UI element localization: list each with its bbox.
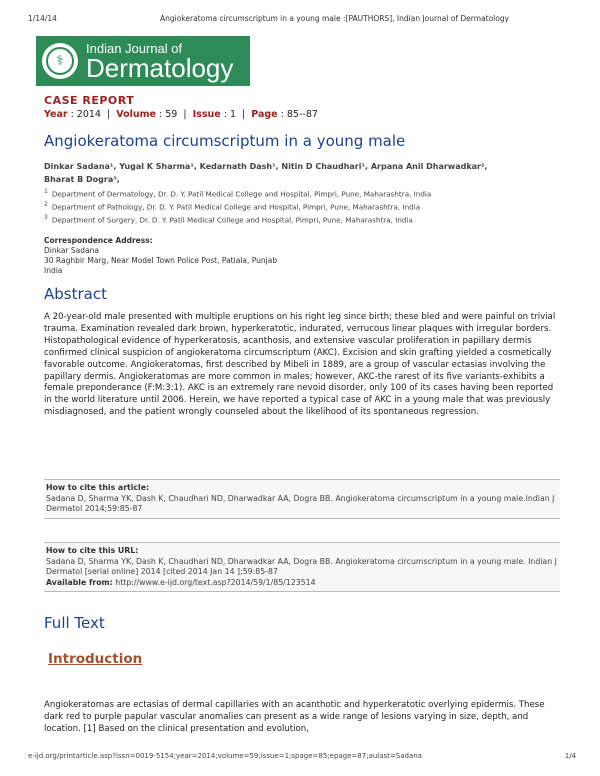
article-type: CASE REPORT (44, 94, 135, 107)
abstract-text: A 20-year-old male presented with multiple eruptions on his right leg since birth; these bled and were painful on trivial trauma. Examination revealed dark brown, hyperkeratotic, indurated, verrucous linear plaques with irregular borders. Histopathological evidence of hyperkeratosis, acanthosis, and extensive vascular proliferation in papillary dermis confirmed clinical suspicion of angiokeratoma circumscriptum (AKC). Excision and skin grafting yielded a cosmetically favorable outcome. Angiokeratomas, first described by Mibeli in 1889, are a group of vascular ectasias involving the papillary dermis. Angiokeratomas are more common in males; however, AKC-the rarest of its five variants-exhibits a female preponderance (F:M:3:1). AKC is an extremely rare nevoid disorder, only 100 of its cases having been reported in the world literature until 2006. Herein, we have reported a typical case of AKC in a young male that was previously misdiagnosed, and the patient wrongly counseled about the likelihood of its spontaneous regression. (44, 312, 556, 418)
journal-logo[interactable] (36, 36, 250, 86)
article-url-link[interactable]: http://www.e-ijd.org/text.asp?2014/59/1/85/123514 (115, 577, 316, 587)
print-title: Angiokeratoma circumscriptum in a young male :[PAUTHORS], Indian Journal of Dermatology (160, 14, 510, 23)
author-list[interactable] (44, 160, 564, 186)
page-number: 1/4 (564, 752, 576, 760)
logo-line1: Indian Journal of (86, 40, 183, 56)
introduction-heading: Introduction (48, 651, 143, 667)
affiliation-1: $^1$ Department of Dermatology, Dr. D. Y. Patil Medical College and Hospital, Pimpri, Pune, Maharashtra, India (44, 188, 432, 199)
cite-url-box: How to cite this URL: Sadana D, Sharma YK, Dash K, Chaudhari ND, Dharwadkar AA, Dogra BB. Angiokeratoma circumscriptum in a young male. Indian J Dermatol [serial online] 2014 [cited 2014 Jan 14 ];59:85-87 Available from: http://www.e-ijd.org/text.asp?2014/59/1/85/123514 (44, 542, 560, 592)
article-title: Angiokeratoma circumscriptum in a young male (44, 132, 406, 150)
footer-url: e-ijd.org/printarticle.asp?issn=0019-5154;year=2014;volume=59;issue=1;spage=85;epage=87;aulast=Sadana (28, 752, 422, 760)
introduction-text: Angiokeratomas are ectasias of dermal capillaries with an acanthotic and hyperkeratotic overlying epidermis. These dark red to purple papular vascular anomalies can present as a wide range of lesions varying in size, depth, and location. [1] Based on the clinical presentation and evolution, (44, 700, 545, 734)
affiliation-3: $^3$ Department of Surgery, Dr. D. Y. Patil Medical College and Hospital, Pimpri, Pune, Maharashtra, India (44, 214, 413, 225)
article-meta: Year : 2014 | Volume : 59 | Issue : 1 | Page : 85--87 (44, 109, 318, 120)
correspondence-address: Correspondence Address: Dinkar Sadana 30 Raghbir Marg, Near Model Town Police Post, Patiala, Punjab India (44, 236, 278, 275)
print-date: 1/14/14 (28, 14, 57, 23)
fulltext-heading: Full Text (44, 614, 105, 632)
logo-line2: Dermatology (86, 52, 234, 83)
abstract-heading: Abstract (44, 285, 107, 303)
affiliation-2: $^2$ Department of Pathology, Dr. D. Y. Patil Medical College and Hospital, Pimpri, Pune, Maharashtra, India (44, 201, 421, 212)
authors-line-1[interactable]: Dinkar Sadana¹, Yugal K Sharma¹, Kedarnath Dash¹, Nitin D Chaudhari¹, Arpana Anil Dharwadkar², (44, 162, 488, 171)
authors-line-2[interactable]: Bharat B Dogra³, (44, 175, 120, 184)
journal-seal-icon: ⚕ (42, 43, 78, 79)
cite-article-box: How to cite this article: Sadana D, Sharma YK, Dash K, Chaudhari ND, Dharwadkar AA, Dogra BB. Angiokeratoma circumscriptum in a young male.Indian J Dermatol 2014;59:85-87 (44, 479, 560, 519)
